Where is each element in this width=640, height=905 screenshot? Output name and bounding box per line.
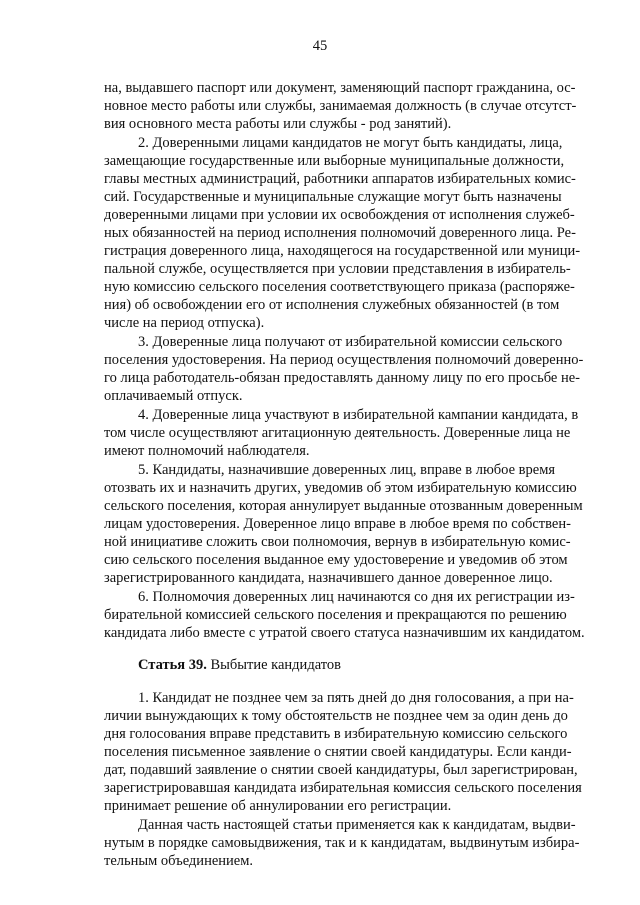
article-number: Статья 39. bbox=[138, 657, 207, 673]
text-line: доверенными лицами при условии их освобождения от исполнения служеб- bbox=[104, 207, 575, 223]
text-line: нутым в порядке самовыдвижения, так и к кандидатам, выдвинутым избира- bbox=[104, 835, 580, 851]
text-line: 3. Доверенные лица получают от избирательной комиссии сельского bbox=[138, 334, 563, 350]
text-line: принимает решение об аннулировании его регистрации. bbox=[104, 798, 452, 814]
text-line: Данная часть настоящей статьи применяется как к кандидатам, выдви- bbox=[138, 817, 576, 833]
text-line: гистрация доверенного лица, находящегося на государственной или муници- bbox=[104, 243, 581, 259]
text-line: ния) об освобождении его от исполнения служебных обязанностей (в том bbox=[104, 297, 560, 313]
text-line: замещающие государственные или выборные муниципальные должности, bbox=[104, 153, 565, 169]
text-line: вия основного места работы или службы - род занятий). bbox=[104, 116, 452, 132]
text-line: поселения удостоверения. На период осуществления полномочий доверенно- bbox=[104, 352, 584, 368]
text-line: ную комиссию сельского поселения соответствующего приказа (распоряже- bbox=[104, 279, 575, 295]
text-line: зарегистрировавшая кандидата избирательная комиссия сельского поселения bbox=[104, 780, 582, 796]
text-line: оплачиваемый отпуск. bbox=[104, 388, 243, 404]
text-line: числе на период отпуска). bbox=[104, 315, 265, 331]
text-line: 4. Доверенные лица участвуют в избирательной кампании кандидата, в bbox=[138, 407, 579, 423]
text-line: ных обязанностей на период исполнения полномочий доверенного лица. Ре- bbox=[104, 225, 576, 241]
text-line: 5. Кандидаты, назначившие доверенных лиц, вправе в любое время bbox=[138, 462, 556, 478]
text-line: лицам удостоверения. Доверенное лицо вправе в любое время по собствен- bbox=[104, 516, 571, 532]
text-line: дат, подавший заявление о снятии своей кандидатуры, был зарегистрирован, bbox=[104, 762, 578, 778]
text-line: го лица работодатель-обязан предоставлять данному лицу по его просьбе не- bbox=[104, 370, 580, 386]
text-line: том числе осуществляют агитационную деятельность. Доверенные лица не bbox=[104, 425, 571, 441]
text-line: новное место работы или службы, занимаемая должность (в случае отсутст- bbox=[104, 98, 577, 114]
text-line: главы местных администраций, работники аппаратов избирательных комис- bbox=[104, 171, 576, 187]
text-line: ной инициативе сложить свои полномочия, вернув в избирательную комис- bbox=[104, 534, 571, 550]
text-line: сию сельского поселения выданное ему удостоверение и уведомив об этом bbox=[104, 552, 568, 568]
text-line: сий. Государственные и муниципальные служащие могут быть назначены bbox=[104, 189, 562, 205]
article-heading bbox=[138, 657, 341, 674]
text-line: поселения письменное заявление о снятии своей кандидатуры. Если канди- bbox=[104, 744, 572, 760]
text-line: тельным объединением. bbox=[104, 853, 254, 869]
text-line: 6. Полномочия доверенных лиц начинаются со дня их регистрации из- bbox=[138, 589, 575, 605]
page-number: 45 bbox=[312, 38, 328, 54]
text-line: личии вынуждающих к тому обстоятельств не позднее чем за один день до bbox=[104, 708, 568, 724]
text-line: бирательной комиссией сельского поселения и прекращаются по решению bbox=[104, 607, 567, 623]
text-line: отозвать их и назначить других, уведомив об этом избирательную комиссию bbox=[104, 480, 577, 496]
text-line: сельского поселения, которая аннулирует выданные отозванным доверенным bbox=[104, 498, 583, 514]
text-line: зарегистрированного кандидата, назначившего данное доверенное лицо. bbox=[104, 570, 553, 586]
text-line: на, выдавшего паспорт или документ, заменяющий паспорт гражданина, ос- bbox=[104, 80, 576, 96]
article-title: Выбытие кандидатов bbox=[210, 657, 341, 673]
text-line: имеют полномочий наблюдателя. bbox=[104, 443, 310, 459]
text-line: кандидата либо вместе с утратой своего статуса назначившим их кандидатом. bbox=[104, 625, 585, 641]
text-line: дня голосования вправе представить в избирательную комиссию сельского bbox=[104, 726, 568, 742]
text-line: пальной службе, осуществляется при условии представления в избиратель- bbox=[104, 261, 571, 277]
text-line: 2. Доверенными лицами кандидатов не могут быть кандидаты, лица, bbox=[138, 135, 563, 151]
text-line: 1. Кандидат не позднее чем за пять дней до дня голосования, а при на- bbox=[138, 690, 574, 706]
